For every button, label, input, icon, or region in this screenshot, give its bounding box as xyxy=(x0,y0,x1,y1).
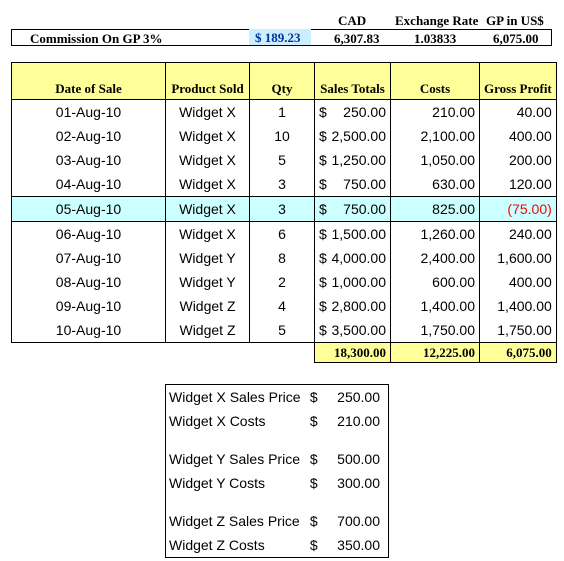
sales-amount: 2,800.00 xyxy=(331,298,386,314)
gross-profit-cell[interactable]: 400.00 xyxy=(480,270,557,294)
product-cell[interactable]: Widget Y xyxy=(166,270,250,294)
blank-cell xyxy=(12,343,166,363)
currency-symbol: $ xyxy=(319,104,327,120)
price-row xyxy=(166,471,389,495)
currency-symbol: $ xyxy=(309,513,318,529)
gross-profit-cell[interactable]: 400.00 xyxy=(480,124,557,148)
sales-amount: 2,500.00 xyxy=(331,128,386,144)
price-label[interactable]: Widget Y Costs xyxy=(169,475,265,491)
col-header-date[interactable]: Date of Sale xyxy=(12,63,166,100)
sales-cell[interactable] xyxy=(315,148,391,172)
date-cell[interactable]: 10-Aug-10 xyxy=(12,318,166,343)
sales-cell[interactable] xyxy=(315,318,391,343)
product-cell[interactable]: Widget X xyxy=(166,222,250,247)
date-cell[interactable]: 06-Aug-10 xyxy=(12,222,166,247)
currency-symbol: $ xyxy=(319,274,327,290)
costs-cell[interactable]: 1,400.00 xyxy=(391,294,480,318)
spacer-cell xyxy=(166,433,389,447)
product-cell[interactable]: Widget X xyxy=(166,124,250,148)
costs-cell[interactable]: 1,260.00 xyxy=(391,222,480,247)
price-label[interactable]: Widget Z Costs xyxy=(169,537,265,553)
table-header-row xyxy=(12,63,557,100)
spacer-row xyxy=(166,495,389,509)
sales-amount: 750.00 xyxy=(343,176,386,192)
table-row xyxy=(12,172,557,197)
date-cell[interactable]: 05-Aug-10 xyxy=(12,197,166,222)
price-row xyxy=(166,509,389,533)
table-row xyxy=(12,318,557,343)
product-cell[interactable]: Widget Z xyxy=(166,294,250,318)
qty-cell[interactable]: 5 xyxy=(250,318,315,343)
price-amount[interactable]: 250.00 xyxy=(337,389,380,405)
sales-amount: 750.00 xyxy=(343,201,386,217)
gross-profit-cell[interactable]: 1,750.00 xyxy=(480,318,557,343)
gp-usd-value: 6,075.00 xyxy=(493,31,539,46)
sales-cell[interactable] xyxy=(315,270,391,294)
currency-symbol: $ xyxy=(309,537,318,553)
blank-cell xyxy=(250,343,315,363)
sales-cell[interactable] xyxy=(315,246,391,270)
costs-cell[interactable]: 600.00 xyxy=(391,270,480,294)
currency-symbol: $ xyxy=(319,322,327,338)
table-row xyxy=(12,124,557,148)
sales-cell[interactable] xyxy=(315,124,391,148)
currency-symbol: $ xyxy=(309,389,318,405)
currency-symbol: $ xyxy=(319,128,327,144)
costs-cell[interactable]: 1,750.00 xyxy=(391,318,480,343)
price-label[interactable]: Widget X Sales Price xyxy=(169,389,301,405)
table-row xyxy=(12,246,557,270)
table-row xyxy=(12,100,557,125)
table-row xyxy=(12,270,557,294)
commission-label: Commission On GP 3% xyxy=(30,31,163,46)
table-row xyxy=(12,148,557,172)
gross-profit-cell[interactable]: (75.00) xyxy=(480,197,557,222)
product-cell[interactable]: Widget X xyxy=(166,100,250,125)
sales-amount: 3,500.00 xyxy=(331,322,386,338)
col-header-qty[interactable]: Qty xyxy=(250,63,315,100)
costs-cell[interactable]: 630.00 xyxy=(391,172,480,197)
price-amount[interactable]: 350.00 xyxy=(337,537,380,553)
price-amount[interactable]: 500.00 xyxy=(337,451,380,467)
price-amount[interactable]: 700.00 xyxy=(337,513,380,529)
costs-cell[interactable]: 210.00 xyxy=(391,100,480,125)
gross-profit-cell[interactable]: 1,600.00 xyxy=(480,246,557,270)
sales-amount: 4,000.00 xyxy=(331,250,386,266)
price-row xyxy=(166,447,389,471)
exchange-rate-header: Exchange Rate xyxy=(395,13,479,28)
gross-profit-cell[interactable]: 1,400.00 xyxy=(480,294,557,318)
sales-cell[interactable] xyxy=(315,172,391,197)
sales-cell[interactable] xyxy=(315,197,391,222)
product-cell[interactable]: Widget Z xyxy=(166,318,250,343)
price-label[interactable]: Widget X Costs xyxy=(169,413,266,429)
gross-profit-cell[interactable]: 120.00 xyxy=(480,172,557,197)
price-amount[interactable]: 300.00 xyxy=(337,475,380,491)
sales-cell[interactable] xyxy=(315,100,391,125)
price-row xyxy=(166,533,389,558)
date-cell[interactable]: 03-Aug-10 xyxy=(12,148,166,172)
qty-cell[interactable]: 6 xyxy=(250,222,315,247)
costs-cell[interactable]: 2,100.00 xyxy=(391,124,480,148)
qty-cell[interactable]: 3 xyxy=(250,172,315,197)
sales-cell[interactable] xyxy=(315,222,391,247)
qty-cell[interactable]: 3 xyxy=(250,197,315,222)
costs-cell[interactable]: 825.00 xyxy=(391,197,480,222)
sales-amount: 1,500.00 xyxy=(331,226,386,242)
qty-cell[interactable]: 2 xyxy=(250,270,315,294)
total-sales[interactable]: 18,300.00 xyxy=(315,343,391,363)
table-row xyxy=(12,197,557,222)
date-cell[interactable]: 04-Aug-10 xyxy=(12,172,166,197)
qty-cell[interactable]: 1 xyxy=(250,100,315,125)
currency-symbol: $ xyxy=(319,152,327,168)
cad-value: 6,307.83 xyxy=(334,31,380,46)
currency-symbol: $ xyxy=(309,451,318,467)
gross-profit-cell[interactable]: 200.00 xyxy=(480,148,557,172)
col-header-sales[interactable]: Sales Totals xyxy=(315,63,391,100)
price-row xyxy=(166,385,389,410)
currency-symbol: $ xyxy=(319,250,327,266)
qty-cell[interactable]: 8 xyxy=(250,246,315,270)
price-label[interactable]: Widget Y Sales Price xyxy=(169,451,300,467)
sales-cell[interactable] xyxy=(315,294,391,318)
currency-symbol: $ xyxy=(309,475,318,491)
spacer-cell xyxy=(166,495,389,509)
col-header-product[interactable]: Product Sold xyxy=(166,63,250,100)
date-cell[interactable]: 08-Aug-10 xyxy=(12,270,166,294)
col-header-gross-profit[interactable]: Gross Profit xyxy=(480,63,557,100)
currency-symbol: $ xyxy=(319,298,327,314)
table-row xyxy=(12,294,557,318)
date-cell[interactable]: 02-Aug-10 xyxy=(12,124,166,148)
commission-value[interactable]: $ 189.23 xyxy=(255,30,301,45)
totals-row xyxy=(12,343,557,363)
price-amount[interactable]: 210.00 xyxy=(337,413,380,429)
product-cell[interactable]: Widget X xyxy=(166,148,250,172)
currency-symbol: $ xyxy=(319,226,327,242)
sales-table xyxy=(11,62,557,363)
qty-cell[interactable]: 4 xyxy=(250,294,315,318)
spacer-row xyxy=(166,433,389,447)
total-gross-profit[interactable]: 6,075.00 xyxy=(480,343,557,363)
product-cell[interactable]: Widget X xyxy=(166,197,250,222)
product-cell[interactable]: Widget X xyxy=(166,172,250,197)
price-row xyxy=(166,409,389,433)
currency-symbol: $ xyxy=(319,176,327,192)
gross-profit-cell[interactable]: 40.00 xyxy=(480,100,557,125)
cad-header: CAD xyxy=(338,13,367,28)
qty-cell[interactable]: 5 xyxy=(250,148,315,172)
currency-symbol: $ xyxy=(309,413,318,429)
sales-amount: 250.00 xyxy=(343,104,386,120)
currency-symbol: $ xyxy=(319,201,327,217)
sales-amount: 1,000.00 xyxy=(331,274,386,290)
gp-usd-header: GP in US$ xyxy=(486,13,544,28)
exchange-rate-value: 1.03833 xyxy=(414,31,457,46)
total-costs[interactable]: 12,225.00 xyxy=(391,343,480,363)
table-row xyxy=(12,222,557,247)
blank-cell xyxy=(166,343,250,363)
date-cell[interactable]: 01-Aug-10 xyxy=(12,100,166,125)
gross-profit-cell[interactable]: 240.00 xyxy=(480,222,557,247)
price-table xyxy=(165,384,389,558)
qty-cell[interactable]: 10 xyxy=(250,124,315,148)
price-label[interactable]: Widget Z Sales Price xyxy=(169,513,300,529)
product-cell[interactable]: Widget Y xyxy=(166,246,250,270)
date-cell[interactable]: 07-Aug-10 xyxy=(12,246,166,270)
date-cell[interactable]: 09-Aug-10 xyxy=(12,294,166,318)
costs-cell[interactable]: 2,400.00 xyxy=(391,246,480,270)
col-header-costs[interactable]: Costs xyxy=(391,63,480,100)
costs-cell[interactable]: 1,050.00 xyxy=(391,148,480,172)
sales-amount: 1,250.00 xyxy=(331,152,386,168)
